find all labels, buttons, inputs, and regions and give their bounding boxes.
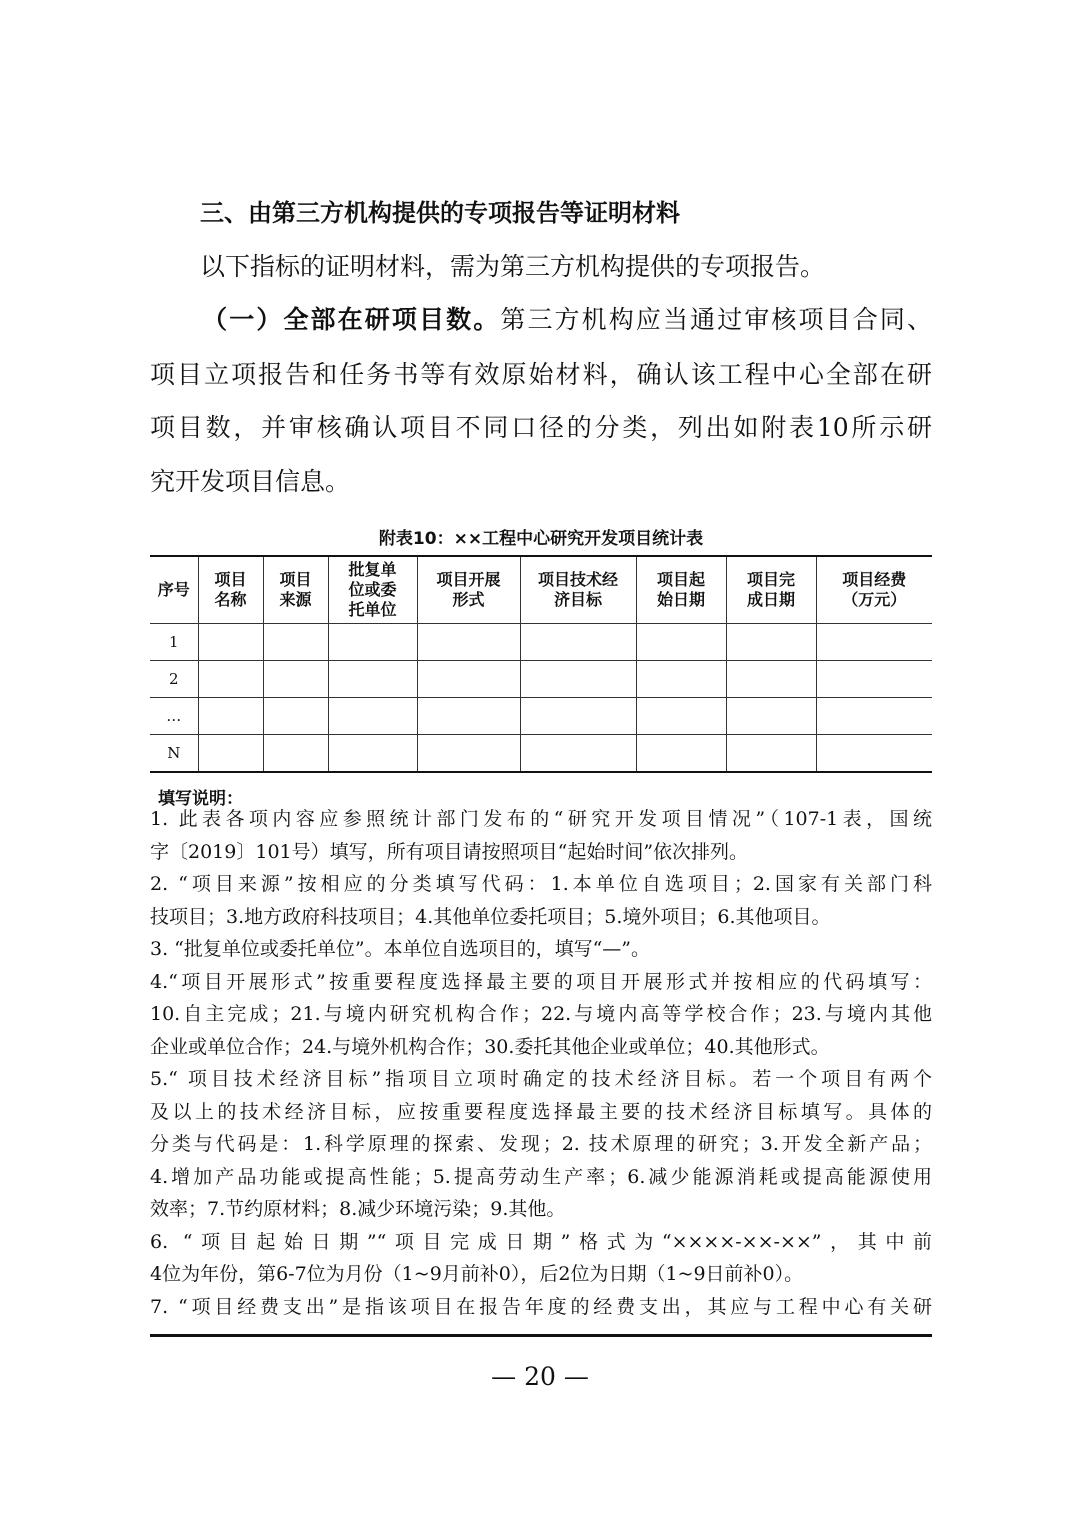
bottom-rule: [150, 1334, 932, 1337]
note-line: 及以上的技术经济目标，应按重要程度选择最主要的技术经济目标填写。具体的: [150, 1101, 932, 1123]
note-line: 4位为年份，第6-7位为月份（1~9月前补0），后2位为日期（1~9日前补0）。: [150, 1263, 804, 1285]
intro-paragraph: 以下指标的证明材料，需为第三方机构提供的专项报告。: [200, 252, 826, 281]
empty-cell: [520, 624, 636, 661]
table-row: [150, 661, 932, 698]
empty-cell: [816, 661, 932, 698]
empty-cell: [726, 698, 816, 735]
empty-cell: [328, 735, 417, 773]
empty-cell: [816, 624, 932, 661]
empty-cell: [636, 661, 726, 698]
empty-cell: [328, 661, 417, 698]
table-caption: 附表10：××工程中心研究开发项目统计表: [378, 529, 704, 549]
note-line: 2. “项目来源”按相应的分类填写代码：1.本单位自选项目；2.国家有关部门科: [150, 873, 932, 895]
empty-cell: [520, 735, 636, 773]
table-row: [150, 698, 932, 735]
project-statistics-table: [150, 555, 932, 773]
empty-cell: [417, 624, 520, 661]
column-header: 项目开展 形式: [417, 556, 520, 624]
column-header: 批复单 位或委 托单位: [328, 556, 417, 624]
paragraph-line-4: 究开发项目信息。: [150, 467, 351, 496]
note-line: 6. “项目起始日期”“项目完成日期”格式为“××××-××-××”，其中前: [150, 1231, 932, 1253]
column-header: 项目 来源: [263, 556, 328, 624]
empty-cell: [328, 698, 417, 735]
note-line: 3. “批复单位或委托单位”。本单位自选项目的，填写“—”。: [150, 938, 651, 960]
column-header: 项目 名称: [198, 556, 263, 624]
empty-cell: [816, 698, 932, 735]
empty-cell: [726, 661, 816, 698]
empty-cell: [726, 624, 816, 661]
empty-cell: [417, 661, 520, 698]
column-header: 项目经费 （万元）: [816, 556, 932, 624]
row-number: 1: [150, 624, 198, 661]
section-heading: 三、由第三方机构提供的专项报告等证明材料: [200, 199, 680, 227]
note-line: 效率；7.节约原材料；8.减少环境污染；9.其他。: [150, 1198, 566, 1220]
paragraph-line-1: （一）全部在研项目数。第三方机构应当通过审核项目合同、: [200, 305, 932, 334]
table-row: [150, 624, 932, 661]
note-line: 5.“ 项目技术经济目标”指项目立项时确定的技术经济目标。若一个项目有两个: [150, 1068, 932, 1090]
empty-cell: [520, 661, 636, 698]
empty-cell: [636, 698, 726, 735]
empty-cell: [263, 735, 328, 773]
row-number: N: [150, 735, 198, 773]
empty-cell: [328, 624, 417, 661]
column-header: 序号: [150, 556, 198, 624]
empty-cell: [417, 698, 520, 735]
empty-cell: [198, 661, 263, 698]
paragraph-lead: （一）全部在研项目数。: [200, 305, 501, 334]
empty-cell: [198, 698, 263, 735]
table-header-row: [150, 556, 932, 624]
table-row: [150, 735, 932, 773]
empty-cell: [816, 735, 932, 773]
paragraph-line-3: 项目数，并审核确认项目不同口径的分类，列出如附表10所示研: [150, 413, 932, 442]
paragraph-line-2: 项目立项报告和任务书等有效原始材料，确认该工程中心全部在研: [150, 360, 932, 389]
note-line: 4.“项目开展形式”按重要程度选择最主要的项目开展形式并按相应的代码填写：: [150, 971, 932, 993]
page-number: — 20 —: [491, 1362, 589, 1391]
empty-cell: [520, 698, 636, 735]
empty-cell: [726, 735, 816, 773]
empty-cell: [636, 624, 726, 661]
note-line: 字〔2019〕101号）填写，所有项目请按照项目“起始时间”依次排列。: [150, 841, 749, 863]
notes-title: 填写说明：: [158, 789, 243, 809]
empty-cell: [263, 698, 328, 735]
empty-cell: [263, 661, 328, 698]
note-line: 企业或单位合作；24.与境外机构合作；30.委托其他企业或单位；40.其他形式。: [150, 1036, 830, 1058]
row-number: 2: [150, 661, 198, 698]
note-line: 技项目；3.地方政府科技项目；4.其他单位委托项目；5.境外项目；6.其他项目。: [150, 906, 831, 928]
note-line: 4.增加产品功能或提高性能；5.提高劳动生产率；6.减少能源消耗或提高能源使用: [150, 1166, 932, 1188]
empty-cell: [636, 735, 726, 773]
column-header: 项目完 成日期: [726, 556, 816, 624]
empty-cell: [417, 735, 520, 773]
row-number: …: [150, 698, 198, 735]
empty-cell: [198, 624, 263, 661]
column-header: 项目起 始日期: [636, 556, 726, 624]
note-line: 分类与代码是：1.科学原理的探索、发现；2. 技术原理的研究；3.开发全新产品；: [150, 1133, 932, 1155]
empty-cell: [263, 624, 328, 661]
note-line: 10.自主完成；21.与境内研究机构合作；22.与境内高等学校合作；23.与境内其他: [150, 1003, 932, 1025]
empty-cell: [198, 735, 263, 773]
note-line: 1. 此表各项内容应参照统计部门发布的“研究开发项目情况”（107-1表，国统: [150, 808, 932, 830]
note-line: 7. “项目经费支出”是指该项目在报告年度的经费支出，其应与工程中心有关研: [150, 1296, 932, 1318]
column-header: 项目技术经 济目标: [520, 556, 636, 624]
